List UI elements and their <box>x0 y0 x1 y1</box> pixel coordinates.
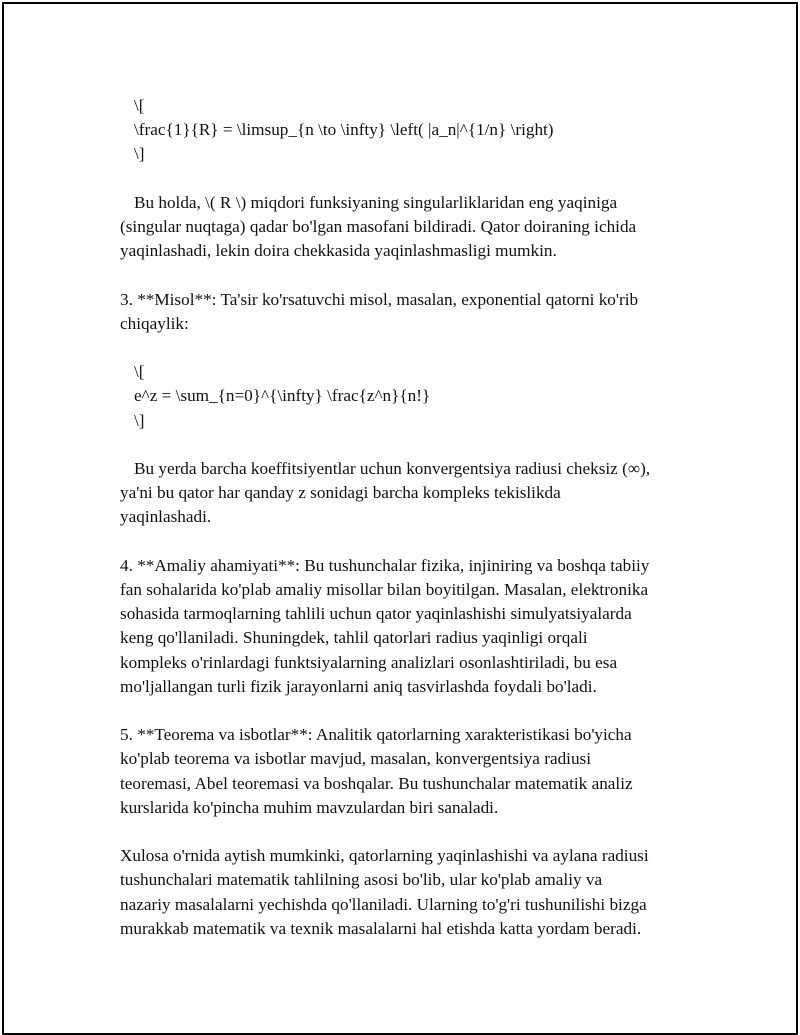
paragraph-line: 3. **Misol**: Ta'sir ko'rsatuvchi misol, masalan, exponential qatorni ko'rib <box>120 289 639 309</box>
formula-limsup <box>120 94 710 167</box>
list-item-4-practical <box>120 554 710 699</box>
list-item-5-theorems <box>120 723 710 820</box>
paragraph-line: ya'ni bu qator har qanday z sonidagi barcha kompleks tekislikda <box>120 483 561 503</box>
paragraph-line: tushunchalari matematik tahlilning asosi bo'lib, ular ko'plab amaliy va <box>120 870 603 890</box>
paragraph-line: 5. **Teorema va isbotlar**: Analitik qatorlarning xarakteristikasi bo'yicha <box>120 725 632 745</box>
paragraph-line: kompleks o'rinlardagi funktsiyalarning analizlari osonlashtiriladi, bu esa <box>120 652 618 672</box>
list-item-3-example <box>120 288 710 336</box>
document-page <box>2 2 798 1035</box>
paragraph-line: nazariy masalalarni yechishda qo'llaniladi. Ularning to'g'ri tushunilishi bizga <box>120 894 647 914</box>
formula-exponential <box>120 360 710 433</box>
paragraph-line: kurslarida ko'pincha muhim mavzulardan biri sanaladi. <box>120 797 499 817</box>
paragraph-line: murakkab matematik va texnik masalalarni hal etishda katta yordam beradi. <box>120 918 642 938</box>
formula-line: e^z = \sum_{n=0}^{\infty} \frac{z^n}{n!} <box>134 386 431 406</box>
paragraph-line: Xulosa o'rnida aytish mumkinki, qatorlarning yaqinlashishi va aylana radiusi <box>120 846 649 866</box>
paragraph-radius-meaning <box>120 191 710 264</box>
formula-line: \[ <box>134 96 145 115</box>
paragraph-line: chiqaylik: <box>120 313 189 333</box>
paragraph-line: teoremasi, Abel teoremasi va boshqalar. Bu tushunchalar matematik analiz <box>120 773 633 793</box>
paragraph-line: Bu holda, \( R \) miqdori funksiyaning singularliklaridan eng yaqiniga <box>134 192 618 212</box>
paragraph-conclusion <box>120 844 710 941</box>
formula-line: \] <box>134 410 145 430</box>
formula-line: \frac{1}{R} = \limsup_{n \to \infty} \left( |a_n|^{1/n} \right) <box>134 120 554 140</box>
paragraph-line: Bu yerda barcha koeffitsiyentlar uchun konvergentsiya radiusi cheksiz (∞), <box>134 458 651 478</box>
paragraph-line: fan sohalarida ko'plab amaliy misollar bilan boyitilgan. Masalan, elektronika <box>120 579 649 599</box>
paragraph-line: yaqinlashadi. <box>120 507 212 527</box>
paragraph-line: keng qo'llaniladi. Shuningdek, tahlil qatorlari radius yaqinligi orqali <box>120 628 588 648</box>
paragraph-line: mo'ljallangan turli fizik jarayonlarni aniq tasvirlashda foydali bo'ladi. <box>120 676 597 696</box>
paragraph-line: 4. **Amaliy ahamiyati**: Bu tushunchalar fizika, injiniring va boshqa tabiiy <box>120 555 650 575</box>
paragraph-line: sohasida tarmoqlarning tahlili uchun qator yaqinlashishi simulyatsiyalarda <box>120 604 632 624</box>
paragraph-line: (singular nuqtaga) qadar bo'lgan masofani bildiradi. Qator doiraning ichida <box>120 217 637 236</box>
paragraph-infinite-radius <box>120 457 710 530</box>
document-body <box>120 94 710 941</box>
formula-line: \[ <box>134 362 145 382</box>
formula-line: \] <box>134 144 145 164</box>
paragraph-line: ko'plab teorema va isbotlar mavjud, masalan, konvergentsiya radiusi <box>120 749 592 769</box>
paragraph-line: yaqinlashadi, lekin doira chekkasida yaqinlashmasligi mumkin. <box>120 241 557 261</box>
